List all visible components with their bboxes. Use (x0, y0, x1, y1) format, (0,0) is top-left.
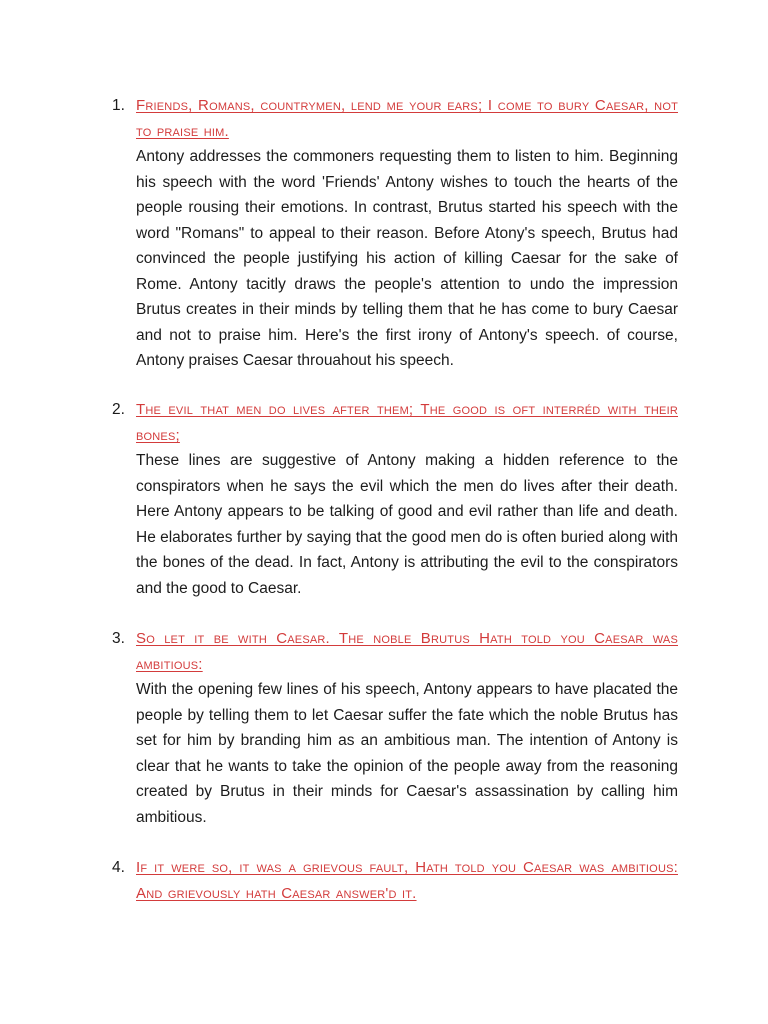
item-body (136, 626, 678, 830)
item-body (136, 855, 678, 906)
item-number: 2. (112, 401, 125, 418)
explanation-paragraph: Antony addresses the commoners requesting them to listen to him. Beginning his speech with the word 'Friends' Antony wishes to touch the hearts of the people rousing their emotions. In contrast, Brutus started his speech with the word "Romans" to appeal to their reason. Before Atony's speech, Brutus had convinced the people justifying his action of killing Caesar for the sake of Rome. Antony tacitly draws the people's attention to undo the impression Brutus creates in their minds by telling them that he has come to bury Caesar and not to praise him. Here's the first irony of Antony's speech. of course, Antony praises Caesar throuahout his speech. (136, 148, 678, 369)
explanation-paragraph: These lines are suggestive of Antony making a hidden reference to the conspirators when he says the evil which the men do lives after their death. Here Antony appears to be talking of good and evil rather than life and death. He elaborates further by saying that the good men do is often buried along with the bones of the dead. In fact, Antony is attributing the evil to the conspirators and the good to Caesar. (136, 452, 678, 597)
quote-heading: The evil that men do lives after them; The good is oft interréd with their bones; (136, 401, 678, 444)
item-number: 1. (112, 97, 125, 114)
explanation-paragraph: With the opening few lines of his speech, Antony appears to have placated the people by telling them to let Caesar suffer the fate which the noble Brutus has set for him by branding him as an ambitious man. The intention of Antony is clear that he wants to take the opinion of the people away from the reasoning created by Brutus in their minds for Caesar's assassination by calling him ambitious. (136, 681, 678, 826)
quote-heading: If it were so, it was a grievous fault, Hath told you Caesar was ambitious: And grievously hath Caesar answer'd it. (136, 859, 678, 902)
quote-heading: So let it be with Caesar. The noble Brutus Hath told you Caesar was ambitious: (136, 630, 678, 673)
item-number: 3. (112, 630, 125, 647)
item-body (136, 397, 678, 601)
item-body (136, 93, 678, 374)
item-number: 4. (112, 859, 125, 876)
quote-heading: Friends, Romans, countrymen, lend me your ears; I come to bury Caesar, not to praise him. (136, 97, 678, 140)
